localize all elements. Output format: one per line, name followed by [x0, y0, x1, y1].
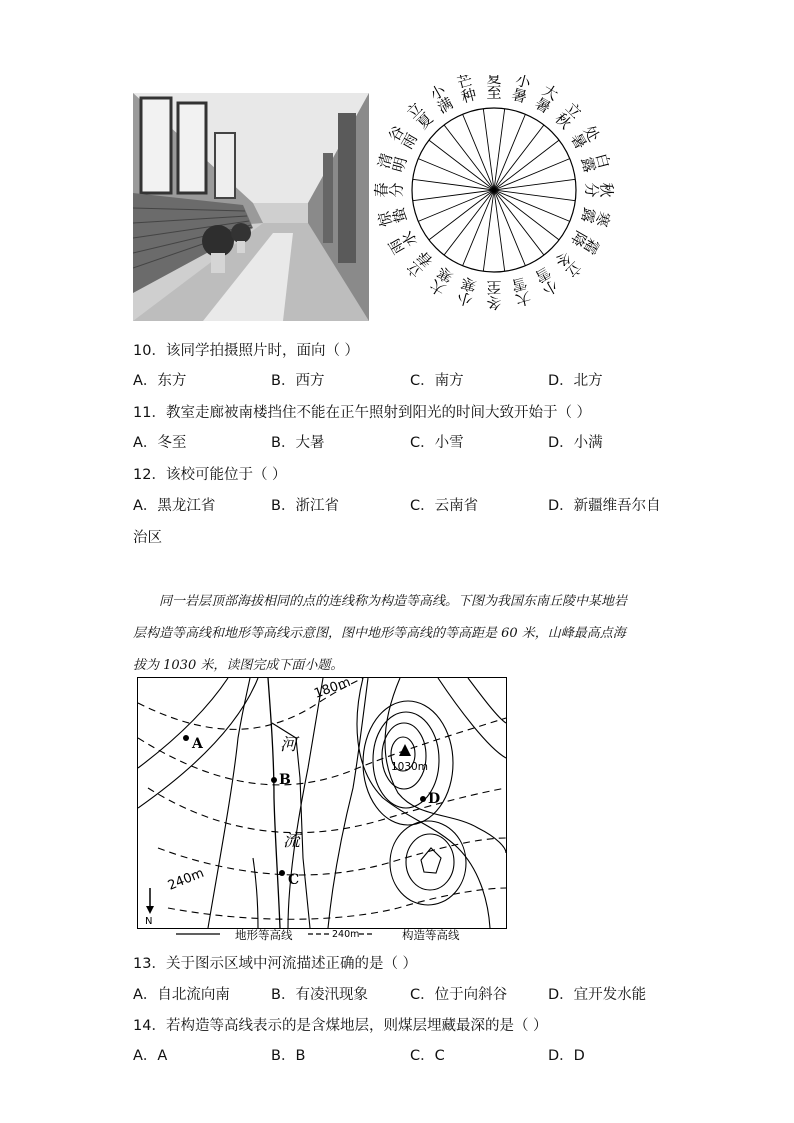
terrain-contours — [138, 678, 506, 928]
legend-struct-value: 240m — [332, 929, 360, 940]
svg-text:惊: 惊 — [374, 209, 396, 229]
svg-text:雨: 雨 — [398, 130, 422, 153]
legend-terrain: 地形等高线 — [235, 928, 293, 942]
question-12-stem: 12．该校可能位于（ ） — [133, 467, 287, 483]
solar-term-label — [375, 151, 411, 174]
passage-line-3: 拔为 1030 米，读图完成下面小题。 — [133, 658, 344, 673]
svg-text:分: 分 — [387, 182, 406, 198]
svg-text:降: 降 — [566, 227, 590, 250]
svg-text:大: 大 — [513, 288, 533, 310]
solar-term-label — [578, 151, 614, 174]
solar-term-label — [486, 75, 501, 102]
question-14-stem: 14．若构造等高线表示的是含煤地层，则煤层埋藏最深的是（ ） — [133, 1018, 548, 1034]
svg-text:小: 小 — [455, 288, 475, 310]
solar-term-label — [385, 123, 421, 153]
point-a-label: A — [192, 736, 203, 752]
q13-option-a[interactable]: A．自北流向南 — [133, 987, 230, 1003]
q10-option-a[interactable]: A．东方 — [133, 373, 187, 389]
svg-text:立: 立 — [402, 257, 427, 282]
svg-text:春: 春 — [372, 182, 391, 198]
point-b-dot — [271, 777, 277, 783]
map-legend — [150, 927, 510, 943]
q12-option-c[interactable]: C．云南省 — [410, 498, 479, 514]
solar-term-label — [532, 81, 562, 117]
solar-term-label — [403, 247, 437, 281]
svg-text:霜: 霜 — [579, 235, 603, 258]
point-b-label: B — [279, 772, 291, 788]
river-char-2: 流 — [283, 831, 300, 851]
svg-text:露: 露 — [577, 155, 599, 175]
peak-label: 1030m — [391, 761, 428, 773]
svg-text:满: 满 — [434, 94, 457, 118]
svg-text:水: 水 — [398, 227, 422, 250]
svg-text:清: 清 — [374, 151, 396, 171]
river — [268, 678, 280, 928]
svg-text:大: 大 — [426, 275, 449, 299]
svg-text:蛰: 蛰 — [389, 205, 411, 225]
svg-text:小: 小 — [513, 75, 533, 92]
solar-terms-wheel — [372, 75, 617, 320]
q11-option-c[interactable]: C．小雪 — [410, 435, 464, 451]
north-arrow-icon — [146, 888, 154, 914]
q12-option-b[interactable]: B．浙江省 — [271, 498, 339, 514]
svg-text:寒: 寒 — [459, 273, 479, 295]
solar-term-label — [567, 228, 603, 258]
svg-text:大: 大 — [539, 81, 562, 105]
svg-text:寒: 寒 — [434, 262, 457, 286]
solar-term-label — [427, 263, 457, 299]
q12-option-d[interactable]: D．新疆维吾尔自 — [548, 498, 661, 514]
svg-text:寒: 寒 — [592, 209, 614, 229]
solar-term-label — [531, 263, 561, 300]
passage-line-2: 层构造等高线和地形等高线示意图，图中地形等高线的等高距是 60 米，山峰最高点海 — [133, 626, 626, 641]
point-c-dot — [279, 870, 285, 876]
solar-term-label — [583, 182, 616, 197]
svg-text:暑: 暑 — [531, 94, 554, 118]
svg-text:立: 立 — [402, 98, 427, 123]
peak-icon — [399, 744, 411, 756]
svg-text:雨: 雨 — [385, 235, 409, 258]
q14-option-d[interactable]: D．D — [548, 1048, 585, 1064]
svg-text:立: 立 — [561, 257, 586, 282]
svg-text:冬: 冬 — [551, 247, 575, 271]
solar-term-label — [374, 205, 410, 229]
svg-text:夏: 夏 — [413, 109, 437, 133]
solar-term-label — [578, 206, 614, 229]
q10-option-d[interactable]: D．北方 — [548, 373, 603, 389]
svg-text:小: 小 — [426, 81, 449, 105]
q10-option-b[interactable]: B．西方 — [271, 373, 325, 389]
svg-text:暑: 暑 — [509, 85, 529, 107]
q13-option-d[interactable]: D．宜开发水能 — [548, 987, 647, 1003]
q11-option-a[interactable]: A．冬至 — [133, 435, 187, 451]
contour-label-180: 180m — [312, 678, 353, 702]
q14-option-c[interactable]: C．C — [410, 1048, 445, 1064]
solar-term-label — [510, 75, 534, 107]
q12-option-d-wrap: 治区 — [133, 530, 162, 546]
question-10-stem: 10．该同学拍摄照片时，面向（ ） — [133, 343, 360, 359]
solar-term-label — [551, 99, 585, 133]
q11-option-b[interactable]: B．大暑 — [271, 435, 325, 451]
svg-text:秋: 秋 — [551, 109, 575, 133]
solar-term-label — [455, 75, 478, 106]
q13-option-c[interactable]: C．位于向斜谷 — [410, 987, 508, 1003]
svg-text:秋: 秋 — [597, 182, 616, 198]
question-13-stem: 13．关于图示区域中河流描述正确的是（ ） — [133, 956, 418, 972]
svg-text:暑: 暑 — [566, 130, 590, 153]
svg-text:立: 立 — [561, 98, 586, 123]
svg-text:至: 至 — [486, 278, 502, 297]
solar-term-label — [373, 182, 406, 197]
solar-term-label — [427, 81, 457, 118]
point-a-dot — [183, 735, 189, 741]
passage — [133, 586, 663, 682]
solar-term-label — [403, 99, 437, 133]
passage-line-1: 同一岩层顶部海拔相同的点的连线称为构造等高线。下图为我国东南丘陵中某地岩 — [159, 594, 628, 609]
svg-text:芒: 芒 — [455, 75, 475, 92]
q10-option-c[interactable]: C．南方 — [410, 373, 464, 389]
solar-term-label — [486, 279, 501, 312]
q14-option-a[interactable]: A．A — [133, 1048, 168, 1064]
svg-text:至: 至 — [486, 83, 502, 102]
svg-text:雪: 雪 — [531, 262, 554, 286]
svg-text:白: 白 — [592, 151, 614, 171]
svg-text:夏: 夏 — [486, 75, 502, 87]
q12-option-a[interactable]: A．黑龙江省 — [133, 498, 216, 514]
solar-term-label — [551, 247, 585, 281]
solar-term-label — [510, 274, 533, 310]
svg-text:谷: 谷 — [385, 122, 409, 145]
svg-text:明: 明 — [389, 155, 411, 175]
corridor-photo — [133, 93, 369, 321]
point-d-label: D — [428, 791, 441, 807]
contour-label-240: 240m — [165, 865, 207, 894]
question-11-stem: 11．教室走廊被南楼挡住不能在正午照射到阳光的时间大致开始于（ ） — [133, 405, 592, 421]
svg-text:处: 处 — [579, 122, 603, 145]
river-char-1: 河 — [280, 735, 297, 755]
q14-option-b[interactable]: B．B — [271, 1048, 306, 1064]
point-c-label: C — [288, 872, 300, 888]
svg-text:小: 小 — [539, 275, 562, 299]
legend-struct: 构造等高线 — [402, 928, 460, 942]
q13-option-b[interactable]: B．有凌汛现象 — [271, 987, 368, 1003]
point-d-dot — [420, 796, 426, 802]
q11-option-d[interactable]: D．小满 — [548, 435, 603, 451]
svg-text:春: 春 — [413, 247, 437, 271]
svg-text:冬: 冬 — [486, 293, 502, 312]
contour-map — [137, 677, 507, 929]
svg-text:雪: 雪 — [509, 273, 529, 295]
svg-text:种: 种 — [459, 85, 479, 107]
solar-term-label — [567, 123, 603, 153]
solar-term-label — [385, 228, 421, 258]
solar-term-label — [454, 273, 478, 309]
svg-text:分: 分 — [582, 182, 601, 198]
svg-text:露: 露 — [577, 205, 599, 225]
north-label: N — [145, 916, 153, 927]
